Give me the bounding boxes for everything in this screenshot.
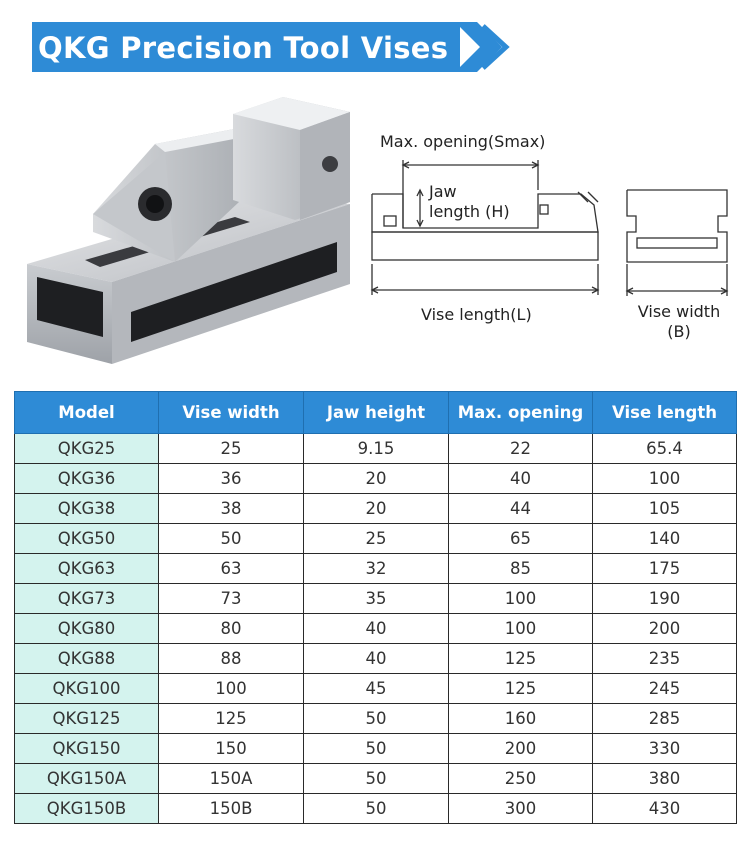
jaw-height-cell: 45	[304, 674, 449, 704]
max-opening-cell: 100	[449, 584, 593, 614]
vise-length-cell: 200	[593, 614, 737, 644]
table-row	[15, 584, 737, 614]
vise-width-cell: 100	[159, 674, 304, 704]
header-vise-width: Vise width	[159, 392, 304, 434]
vise-width-cell: 125	[159, 704, 304, 734]
jaw-height-cell: 25	[304, 524, 449, 554]
vise-length-cell: 330	[593, 734, 737, 764]
max-opening-cell: 125	[449, 674, 593, 704]
vise-length-cell: 105	[593, 494, 737, 524]
table-row	[15, 704, 737, 734]
jaw-height-cell: 50	[304, 704, 449, 734]
vise-width-cell: 73	[159, 584, 304, 614]
vise-length-cell: 175	[593, 554, 737, 584]
jaw-height-cell: 50	[304, 734, 449, 764]
header-model: Model	[15, 392, 159, 434]
vise-length-cell: 190	[593, 584, 737, 614]
page-title: QKG Precision Tool Vises	[38, 31, 449, 65]
table-row	[15, 434, 737, 464]
model-cell: QKG50	[15, 524, 159, 554]
vise-width-cell: 150A	[159, 764, 304, 794]
front-view-diagram	[627, 190, 727, 296]
max-opening-label: Max. opening(Smax)	[380, 132, 546, 151]
vise-width-line1: Vise width	[637, 302, 721, 321]
vise-length-cell: 380	[593, 764, 737, 794]
jaw-height-cell: 20	[304, 494, 449, 524]
jaw-height-cell: 50	[304, 794, 449, 824]
max-opening-cell: 65	[449, 524, 593, 554]
vise-width-cell: 150	[159, 734, 304, 764]
max-opening-cell: 160	[449, 704, 593, 734]
max-opening-cell: 22	[449, 434, 593, 464]
jaw-length-label	[429, 182, 510, 222]
model-cell: QKG38	[15, 494, 159, 524]
table-row	[15, 794, 737, 824]
max-opening-cell: 44	[449, 494, 593, 524]
table-row	[15, 764, 737, 794]
table-row	[15, 464, 737, 494]
jaw-height-cell: 40	[304, 644, 449, 674]
max-opening-cell: 40	[449, 464, 593, 494]
header-max-opening: Max. opening	[449, 392, 593, 434]
jaw-height-cell: 20	[304, 464, 449, 494]
table-row	[15, 524, 737, 554]
vise-width-cell: 50	[159, 524, 304, 554]
header-jaw-height: Jaw height	[304, 392, 449, 434]
vise-length-cell: 245	[593, 674, 737, 704]
jaw-height-cell: 32	[304, 554, 449, 584]
model-cell: QKG125	[15, 704, 159, 734]
max-opening-cell: 125	[449, 644, 593, 674]
vise-width-cell: 63	[159, 554, 304, 584]
vise-length-cell: 65.4	[593, 434, 737, 464]
vise-length-cell: 100	[593, 464, 737, 494]
max-opening-cell: 250	[449, 764, 593, 794]
max-opening-cell: 85	[449, 554, 593, 584]
table-row	[15, 734, 737, 764]
table-header-row	[15, 392, 737, 434]
max-opening-cell: 200	[449, 734, 593, 764]
model-cell: QKG36	[15, 464, 159, 494]
vise-width-cell: 25	[159, 434, 304, 464]
vise-length-cell: 140	[593, 524, 737, 554]
table-row	[15, 554, 737, 584]
jaw-height-cell: 9.15	[304, 434, 449, 464]
model-cell: QKG63	[15, 554, 159, 584]
jaw-height-cell: 50	[304, 764, 449, 794]
model-cell: QKG150B	[15, 794, 159, 824]
model-cell: QKG150	[15, 734, 159, 764]
vise-length-label: Vise length(L)	[421, 305, 532, 324]
table-row	[15, 494, 737, 524]
jaw-height-cell: 35	[304, 584, 449, 614]
vise-width-line2: (B)	[667, 322, 691, 341]
vise-width-cell: 36	[159, 464, 304, 494]
vise-width-cell: 150B	[159, 794, 304, 824]
header-vise-length: Vise length	[593, 392, 737, 434]
model-cell: QKG25	[15, 434, 159, 464]
max-opening-cell: 300	[449, 794, 593, 824]
model-cell: QKG80	[15, 614, 159, 644]
jaw-label-line2: length (H)	[429, 202, 510, 221]
model-cell: QKG73	[15, 584, 159, 614]
model-cell: QKG88	[15, 644, 159, 674]
jaw-height-cell: 40	[304, 614, 449, 644]
model-cell: QKG150A	[15, 764, 159, 794]
vise-width-label	[631, 302, 727, 342]
vise-width-cell: 88	[159, 644, 304, 674]
vise-length-cell: 430	[593, 794, 737, 824]
max-opening-cell: 100	[449, 614, 593, 644]
table-row	[15, 614, 737, 644]
vise-length-cell: 285	[593, 704, 737, 734]
jaw-label-line1: Jaw	[429, 182, 457, 201]
vise-width-cell: 38	[159, 494, 304, 524]
model-cell: QKG100	[15, 674, 159, 704]
spec-table	[14, 391, 737, 824]
table-row	[15, 674, 737, 704]
vise-length-cell: 235	[593, 644, 737, 674]
table-row	[15, 644, 737, 674]
vise-width-cell: 80	[159, 614, 304, 644]
